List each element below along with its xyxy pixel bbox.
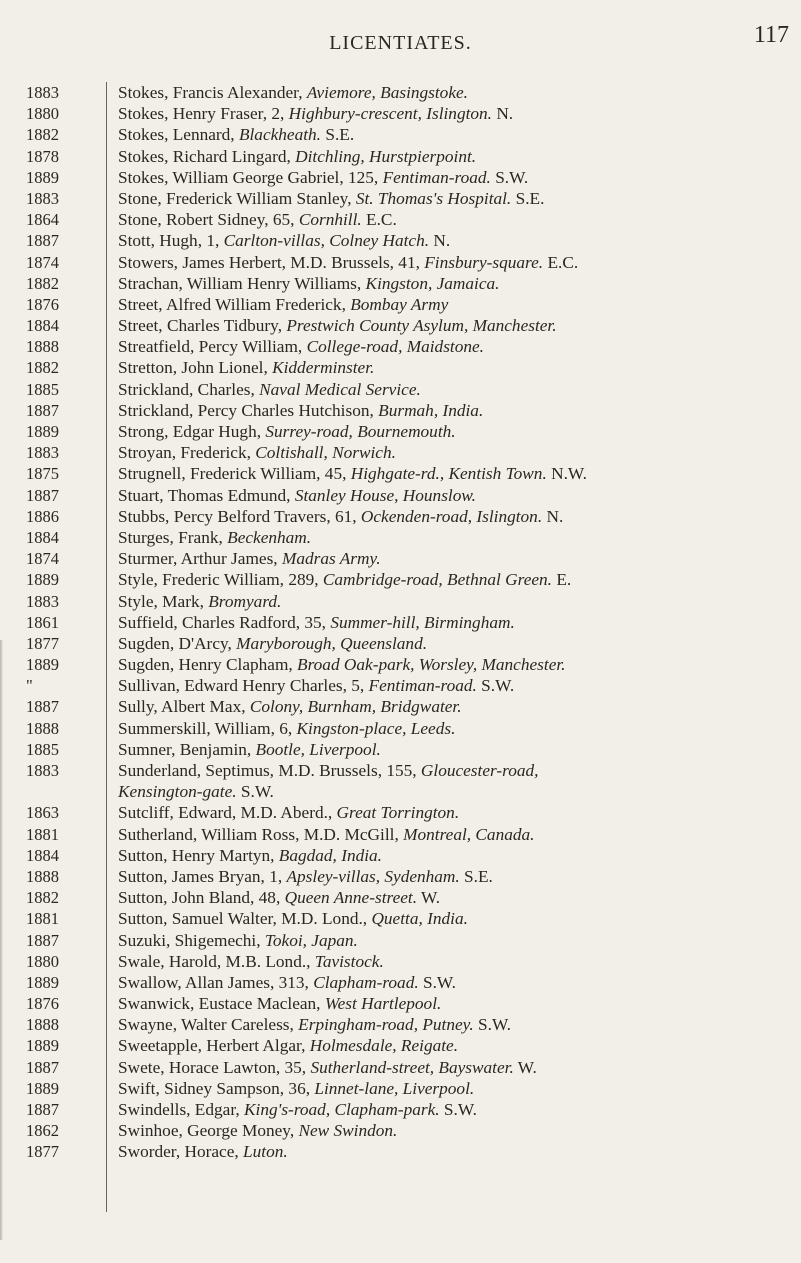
page-title: LICENTIATES.: [329, 32, 472, 54]
postal-district: S.W.: [473, 1015, 511, 1035]
list-item: [118, 188, 794, 209]
list-item: [118, 336, 794, 357]
licentiate-name: Stott, Hugh, 1,: [118, 231, 224, 251]
page-edge-shadow: [0, 640, 3, 1240]
list-item: [118, 781, 794, 802]
licentiate-address: Linnet-lane, Liverpool.: [314, 1078, 475, 1098]
list-item: [118, 506, 794, 527]
licentiate-name: Sugden, D'Arcy,: [118, 633, 237, 653]
list-item: [118, 824, 794, 845]
licentiate-address: St. Thomas's Hospital.: [355, 188, 512, 208]
licentiate-address: Beckenham.: [227, 527, 312, 547]
postal-district: E.C.: [361, 210, 397, 230]
postal-district: E.C.: [543, 252, 579, 272]
licentiate-name: Suzuki, Shigemechi,: [118, 930, 265, 950]
year-cell: 1883: [26, 188, 59, 208]
year-cell: 1884: [26, 316, 59, 336]
list-item: [118, 252, 794, 273]
year-cell: 1889: [26, 1036, 59, 1056]
licentiate-address: Bromyard.: [208, 591, 282, 611]
licentiate-address: Bagdad, India.: [278, 845, 382, 865]
licentiate-name: Sugden, Henry Clapham,: [118, 655, 298, 675]
year-cell: 1882: [26, 273, 59, 293]
licentiate-name: Stone, Frederick William Stanley,: [118, 188, 356, 208]
list-item: [118, 527, 794, 548]
licentiate-name: Sweetapple, Herbert Algar,: [118, 1036, 310, 1056]
year-column: [26, 82, 98, 1163]
postal-district: N.: [542, 506, 564, 526]
licentiate-address: Finsbury-square.: [424, 252, 544, 272]
year-cell: 1886: [26, 506, 59, 526]
licentiate-name: Stokes, Francis Alexander,: [118, 83, 307, 102]
licentiate-name: Swale, Harold, M.B. Lond.,: [118, 951, 315, 971]
year-cell: 1874: [26, 549, 59, 569]
year-cell: 1876: [26, 994, 59, 1014]
licentiate-name: Swete, Horace Lawton, 35,: [118, 1057, 311, 1077]
list-item: [118, 379, 794, 400]
list-item: [118, 718, 794, 739]
postal-district: S.W.: [439, 1100, 477, 1119]
list-item: [118, 1099, 794, 1120]
licentiate-name: Style, Frederic William, 289,: [118, 570, 323, 590]
year-cell: 1876: [26, 294, 59, 314]
year-cell: 1882: [26, 358, 59, 378]
licentiate-name: Suffield, Charles Radford, 35,: [118, 612, 331, 632]
year-cell: 1888: [26, 718, 59, 738]
postal-district: S.E.: [511, 188, 545, 208]
licentiate-name: Street, Charles Tidbury,: [118, 316, 287, 336]
licentiate-address: Ditchling, Hurstpierpoint.: [295, 146, 477, 166]
list-item: [118, 591, 794, 612]
year-cell: 1881: [26, 909, 59, 929]
licentiate-name: Stokes, William George Gabriel, 125,: [118, 167, 383, 187]
list-item: [118, 485, 794, 506]
year-cell: 1861: [26, 612, 59, 632]
list-item: [118, 315, 794, 336]
licentiate-address: Tokoi, Japan.: [264, 930, 358, 950]
licentiate-address: Maryborough, Queensland.: [236, 633, 428, 653]
licentiate-address: Queen Anne-street.: [284, 888, 418, 908]
list-item: [118, 569, 794, 590]
list-item: [118, 951, 794, 972]
year-cell: 1887: [26, 697, 59, 717]
year-cell: 1875: [26, 464, 59, 484]
list-item: [118, 887, 794, 908]
list-item: [118, 421, 794, 442]
year-cell: 1874: [26, 252, 59, 272]
licentiate-name: Swayne, Walter Careless,: [118, 1015, 299, 1035]
year-cell: 1881: [26, 824, 59, 844]
licentiate-name: Sunderland, Septimus, M.D. Brussels, 155,: [118, 761, 421, 780]
licentiate-address: College-road, Maidstone.: [306, 337, 484, 357]
year-cell: 1887: [26, 400, 59, 420]
list-item: [118, 230, 794, 251]
licentiate-name: Swift, Sidney Sampson, 36,: [118, 1078, 315, 1098]
year-cell: 1887: [26, 1100, 59, 1119]
licentiate-name: Sturges, Frank,: [118, 527, 228, 547]
licentiate-address: Tavistock.: [314, 951, 384, 971]
year-cell: 1887: [26, 485, 59, 505]
licentiate-name: Sutton, Samuel Walter, M.D. Lond.,: [118, 909, 372, 929]
licentiate-address: Montreal, Canada.: [403, 824, 535, 844]
postal-district: N.: [492, 104, 514, 124]
list-item: [118, 273, 794, 294]
list-item: [118, 612, 794, 633]
licentiate-address: Fentiman-road.: [382, 167, 491, 187]
year-cell: 1885: [26, 379, 59, 399]
licentiate-address: Cornhill.: [298, 210, 362, 230]
licentiate-name: Sutton, Henry Martyn,: [118, 845, 279, 865]
licentiate-name: Sworder, Horace,: [118, 1142, 244, 1162]
list-item: [118, 1014, 794, 1035]
licentiate-name: Strugnell, Frederick William, 45,: [118, 464, 351, 484]
year-cell: 1889: [26, 1078, 59, 1098]
licentiate-address: Luton.: [243, 1142, 288, 1162]
licentiate-name: Sutherland, William Ross, M.D. McGill,: [118, 824, 404, 844]
licentiate-address: Cambridge-road, Bethnal Green.: [322, 570, 552, 590]
licentiate-name: Style, Mark,: [118, 591, 209, 611]
licentiate-name: Stroyan, Frederick,: [118, 443, 256, 463]
postal-district: S.W.: [418, 972, 456, 992]
licentiate-address: Burmah, India.: [378, 400, 484, 420]
year-cell: ": [26, 676, 33, 696]
year-cell: 1889: [26, 167, 59, 187]
postal-district: W.: [417, 888, 441, 908]
licentiate-address: Gloucester-road,: [420, 761, 539, 780]
list-item: [118, 993, 794, 1014]
year-cell: 1877: [26, 1142, 59, 1162]
year-cell: 1877: [26, 633, 59, 653]
year-cell: 1887: [26, 930, 59, 950]
licentiate-address: Holmesdale, Reigate.: [309, 1036, 459, 1056]
list-item: [118, 930, 794, 951]
year-cell: 1884: [26, 527, 59, 547]
licentiate-address: King's-road, Clapham-park.: [244, 1100, 440, 1119]
list-item: [118, 760, 794, 781]
licentiate-address: Bombay Army: [350, 294, 449, 314]
list-item: [118, 972, 794, 993]
licentiate-address: New Swindon.: [298, 1121, 398, 1141]
licentiate-name: Swindells, Edgar,: [118, 1100, 245, 1119]
licentiate-address: Fentiman-road.: [368, 676, 477, 696]
licentiate-name: Swanwick, Eustace Maclean,: [118, 994, 325, 1014]
year-cell: 1883: [26, 83, 59, 102]
year-cell: 1889: [26, 972, 59, 992]
year-cell: 1884: [26, 845, 59, 865]
year-cell: 1882: [26, 125, 59, 145]
list-item: [118, 463, 794, 484]
list-item: [118, 103, 794, 124]
year-cell: 1864: [26, 210, 59, 230]
licentiate-address: Stanley House, Hounslow.: [294, 485, 476, 505]
licentiate-address: Bootle, Liverpool.: [255, 739, 381, 759]
list-item: [118, 442, 794, 463]
licentiate-address: Colony, Burnham, Bridgwater.: [249, 697, 462, 717]
licentiate-address: Clapham-road.: [313, 972, 419, 992]
licentiate-name: Stretton, John Lionel,: [118, 358, 273, 378]
list-item: [118, 845, 794, 866]
year-cell: 1887: [26, 231, 59, 251]
year-cell: 1888: [26, 1015, 59, 1035]
licentiate-name: Sturmer, Arthur James,: [118, 549, 282, 569]
licentiate-name: Swinhoe, George Money,: [118, 1121, 299, 1141]
licentiate-name: Strong, Edgar Hugh,: [118, 422, 266, 441]
list-item: [118, 167, 794, 188]
year-cell: 1878: [26, 146, 59, 166]
column-divider: [106, 82, 107, 1212]
licentiate-address: Quetta, India.: [371, 909, 468, 929]
list-item: [118, 124, 794, 145]
licentiate-address: Blackheath.: [238, 125, 322, 145]
list-item: [118, 866, 794, 887]
licentiate-address: Highgate-rd., Kentish Town.: [350, 464, 547, 484]
postal-district: S.E.: [321, 125, 355, 145]
licentiate-address: Surrey-road, Bournemouth.: [265, 422, 456, 441]
licentiate-address: Kingston-place, Leeds.: [296, 718, 456, 738]
entries-column: [118, 82, 794, 1163]
licentiate-address: Kensington-gate.: [118, 782, 237, 802]
year-cell: 1889: [26, 422, 59, 441]
year-cell: 1888: [26, 866, 59, 886]
year-cell: 1880: [26, 951, 59, 971]
licentiate-name: Summerskill, William, 6,: [118, 718, 297, 738]
list-item: [118, 696, 794, 717]
licentiate-address: Erpingham-road, Putney.: [298, 1015, 474, 1035]
list-item: [118, 908, 794, 929]
licentiate-name: Stuart, Thomas Edmund,: [118, 485, 295, 505]
postal-district: N.W.: [546, 464, 587, 484]
year-cell: 1888: [26, 337, 59, 357]
licentiate-address: Summer-hill, Birmingham.: [330, 612, 515, 632]
list-item: [118, 400, 794, 421]
licentiate-address: Great Torrington.: [336, 803, 460, 823]
list-item: [118, 82, 794, 103]
licentiate-name: Strachan, William Henry Williams,: [118, 273, 366, 293]
list-item: [118, 633, 794, 654]
licentiate-name: Sumner, Benjamin,: [118, 739, 256, 759]
list-item: [118, 146, 794, 167]
licentiate-address: Madras Army.: [281, 549, 381, 569]
postal-district: S.W.: [476, 676, 515, 696]
postal-district: S.E.: [459, 866, 493, 886]
postal-district: S.W.: [490, 167, 529, 187]
licentiate-name: Sully, Albert Max,: [118, 697, 250, 717]
postal-district: S.W.: [236, 782, 274, 802]
licentiate-name: Sutcliff, Edward, M.D. Aberd.,: [118, 803, 337, 823]
licentiate-address: Sutherland-street, Bayswater.: [310, 1057, 514, 1077]
year-cell: 1883: [26, 443, 59, 463]
licentiate-address: West Hartlepool.: [324, 994, 442, 1014]
licentiate-name: Sullivan, Edward Henry Charles, 5,: [118, 676, 369, 696]
licentiate-name: Stokes, Lennard,: [118, 125, 239, 145]
year-cell: 1889: [26, 570, 59, 590]
licentiate-address: Carlton-villas, Colney Hatch.: [223, 231, 430, 251]
list-item: [118, 209, 794, 230]
licentiate-name: Stokes, Richard Lingard,: [118, 146, 296, 166]
list-item: [118, 1035, 794, 1056]
year-cell: 1889: [26, 655, 59, 675]
list-item: [118, 739, 794, 760]
postal-district: E.: [552, 570, 572, 590]
year-cell: 1885: [26, 739, 59, 759]
year-cell: 1883: [26, 761, 59, 780]
licentiate-address: Apsley-villas, Sydenham.: [286, 866, 460, 886]
licentiate-name: Streatfield, Percy William,: [118, 337, 307, 357]
licentiate-address: Naval Medical Service.: [259, 379, 421, 399]
list-item: [118, 654, 794, 675]
postal-district: N.: [429, 231, 451, 251]
year-cell: [26, 781, 98, 802]
list-item: [118, 294, 794, 315]
licentiate-name: Stowers, James Herbert, M.D. Brussels, 41,: [118, 252, 425, 272]
licentiate-name: Street, Alfred William Frederick,: [118, 294, 351, 314]
page-number: 117: [753, 22, 789, 48]
year-cell: 1887: [26, 1057, 59, 1077]
licentiate-name: Sutton, James Bryan, 1,: [118, 866, 287, 886]
licentiate-name: Sutton, John Bland, 48,: [118, 888, 285, 908]
licentiate-address: Ockenden-road, Islington.: [360, 506, 543, 526]
licentiate-name: Stokes, Henry Fraser, 2,: [118, 104, 289, 124]
licentiate-address: Kingston, Jamaica.: [365, 273, 500, 293]
page-header: [0, 14, 801, 54]
licentiate-address: Kidderminster.: [272, 358, 375, 378]
year-cell: 1883: [26, 591, 59, 611]
licentiate-name: Stubbs, Percy Belford Travers, 61,: [118, 506, 361, 526]
year-cell: 1880: [26, 104, 59, 124]
licentiate-name: Stone, Robert Sidney, 65,: [118, 210, 299, 230]
list-item: [118, 548, 794, 569]
list-item: [118, 1141, 794, 1162]
licentiate-name: Strickland, Charles,: [118, 379, 260, 399]
list-item: [118, 1078, 794, 1099]
list-item: [118, 802, 794, 823]
licentiate-address: Prestwich County Asylum, Manchester.: [286, 316, 557, 336]
licentiate-name: Strickland, Percy Charles Hutchison,: [118, 400, 379, 420]
year-cell: 1863: [26, 803, 59, 823]
licentiate-address: Coltishall, Norwich.: [255, 443, 396, 463]
postal-district: W.: [513, 1057, 537, 1077]
list-item: [118, 1120, 794, 1141]
list-item: [118, 1057, 794, 1078]
licentiate-name: Swallow, Allan James, 313,: [118, 972, 314, 992]
list-item: [118, 675, 794, 696]
licentiate-address: Broad Oak-park, Worsley, Manchester.: [297, 655, 566, 675]
licentiate-address: Highbury-crescent, Islington.: [288, 104, 492, 124]
year-cell: 1882: [26, 888, 59, 908]
year-cell: 1862: [26, 1121, 59, 1141]
list-item: [118, 357, 794, 378]
licentiate-address: Aviemore, Basingstoke.: [306, 83, 468, 102]
